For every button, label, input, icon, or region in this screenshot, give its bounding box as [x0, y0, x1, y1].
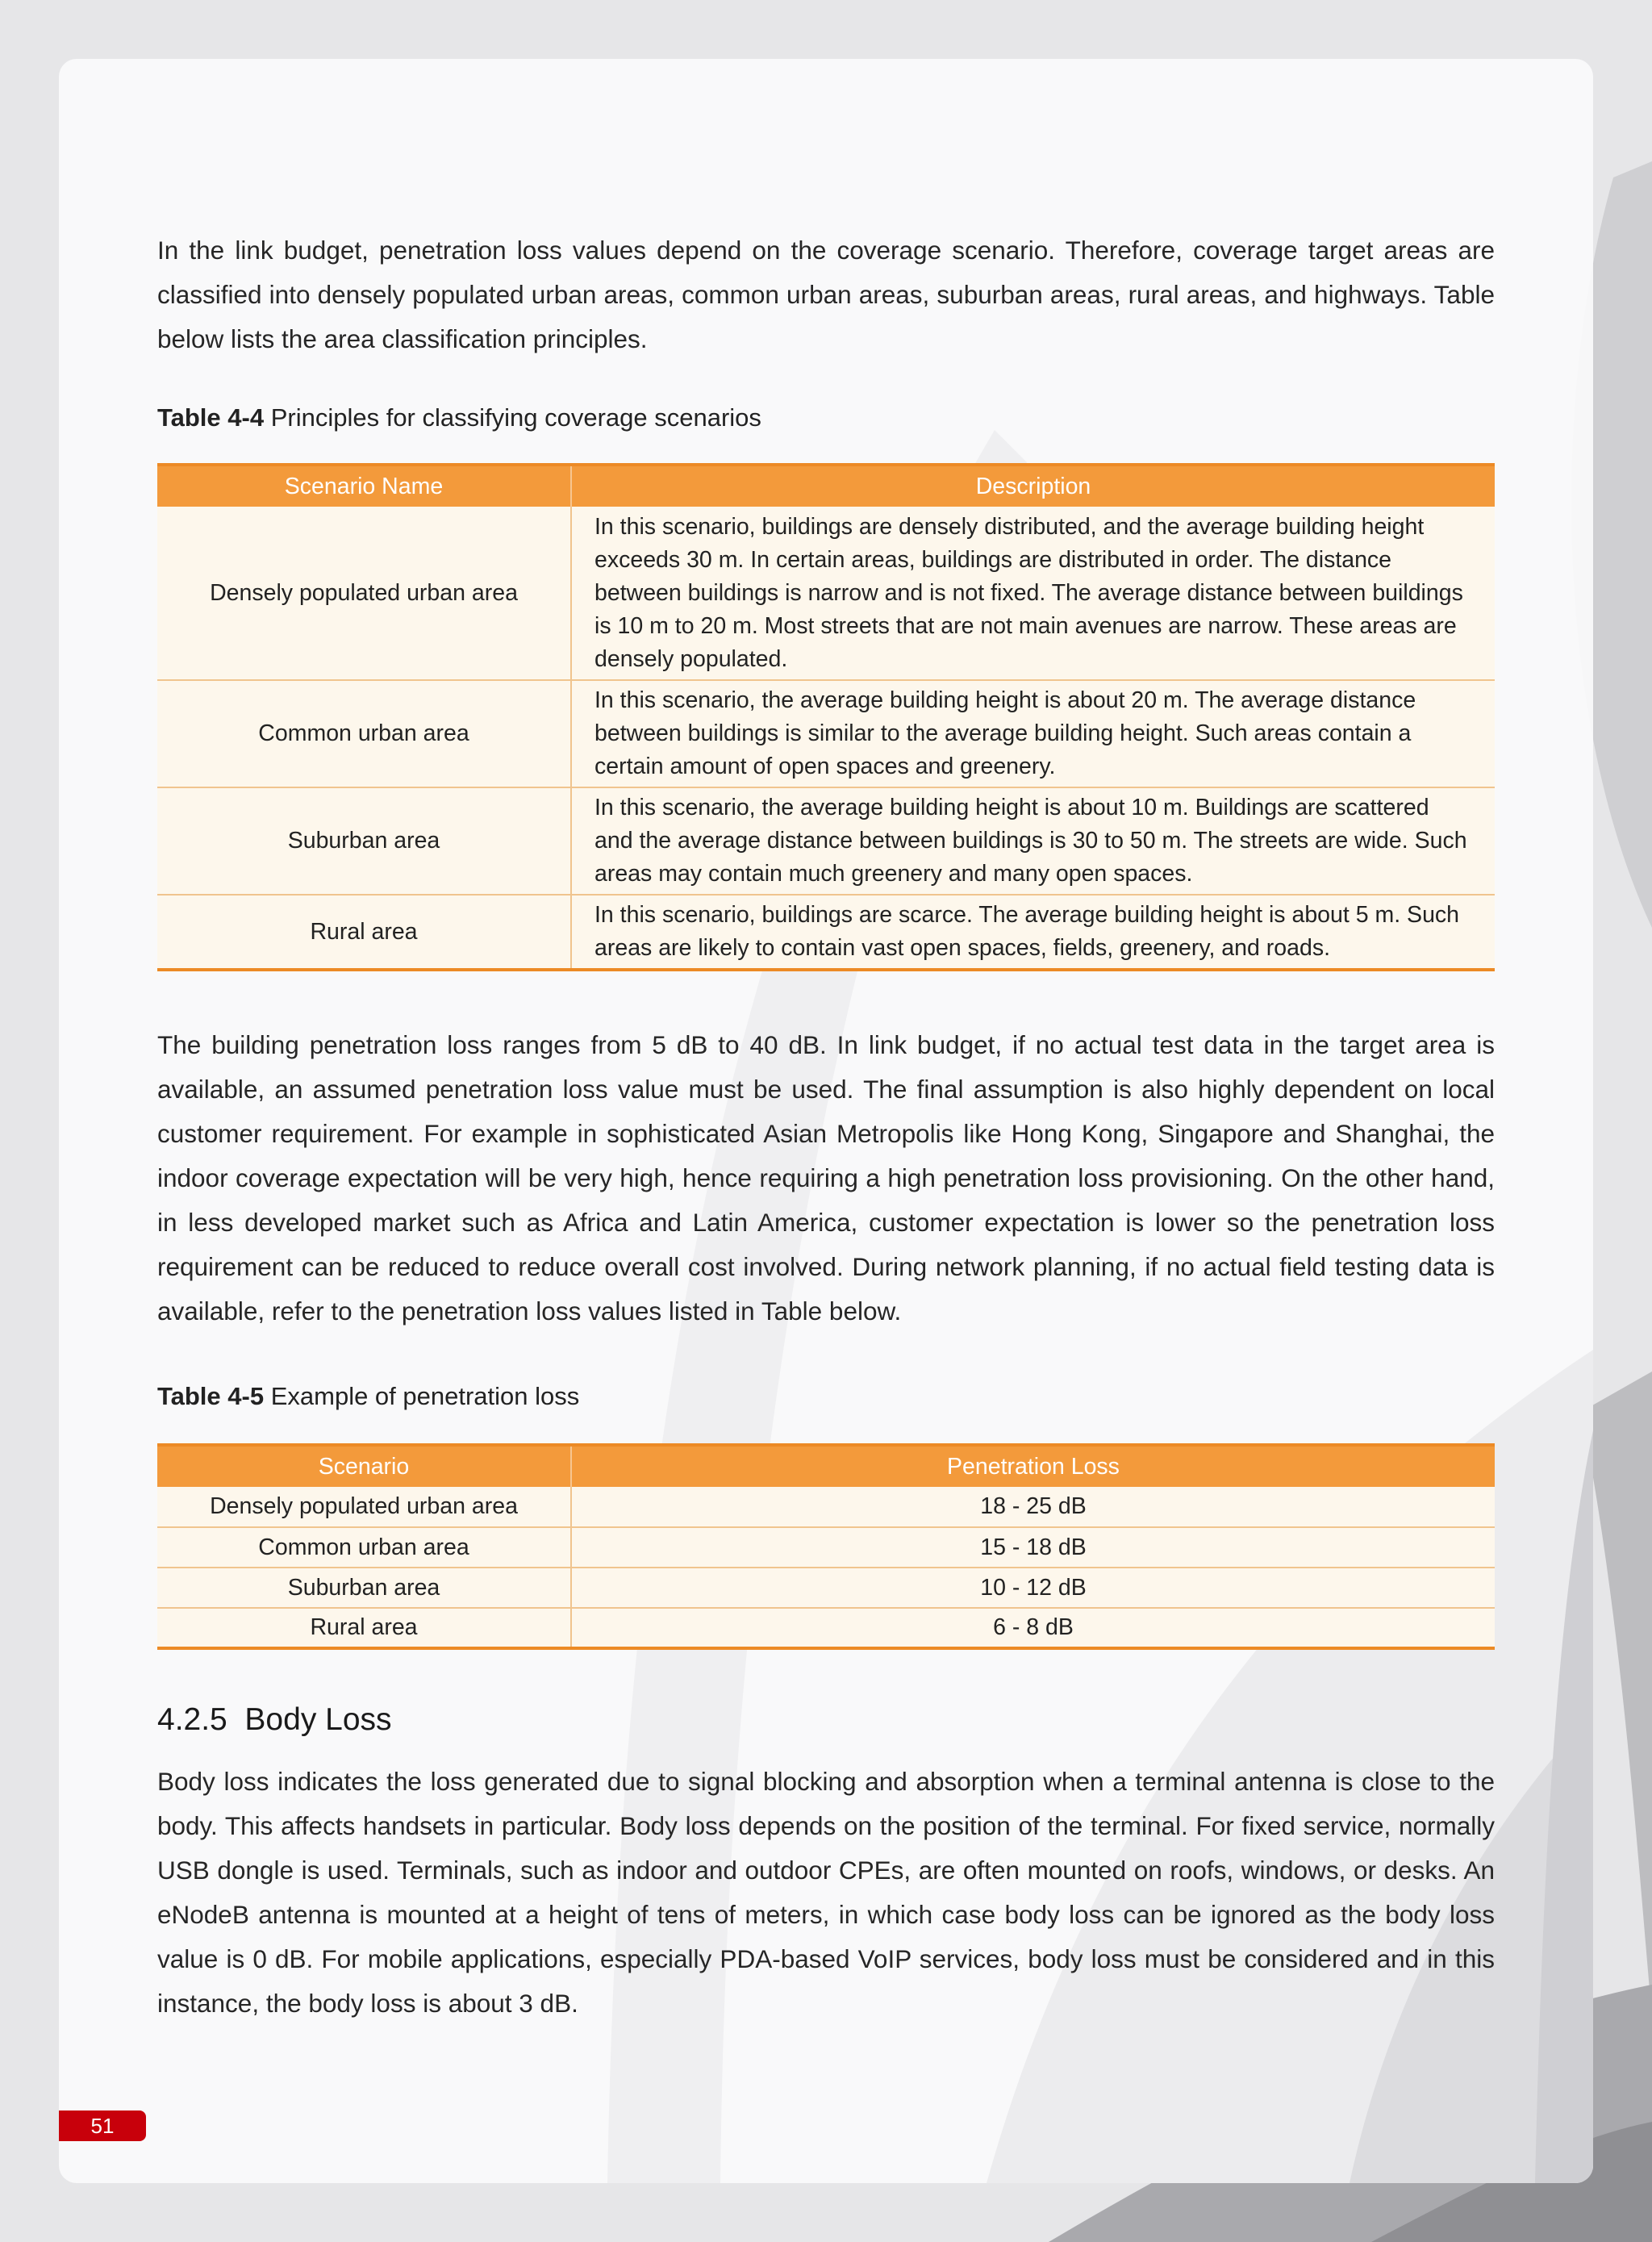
table-row [157, 895, 1495, 970]
table-row [157, 1608, 1495, 1648]
page-content [157, 228, 1495, 2026]
loss-cell: 10 - 12 dB [571, 1568, 1495, 1608]
loss-cell: 15 - 18 dB [571, 1527, 1495, 1568]
table-header-row [157, 1445, 1495, 1487]
section-heading [157, 1700, 1495, 1740]
scenario-cell: Common urban area [157, 1527, 571, 1568]
table-row [157, 680, 1495, 787]
description-cell: In this scenario, buildings are densely distributed, and the average building height exceeds 30 m. In certain areas, buildings are distributed in order. The distance between buildings is narrow and is not fixed. The average distance between buildings is 10 m to 20 m. Most streets that are not main avenues are narrow. These areas are densely populated. [571, 507, 1495, 680]
table-row [157, 1527, 1495, 1568]
table-caption-text: Principles for classifying coverage scenarios [264, 403, 761, 432]
penetration-paragraph: The building penetration loss ranges from 5 dB to 40 dB. In link budget, if no actual test data in the target area is available, an assumed penetration loss value must be used. The final assumption is also highly dependent on local customer requirement. For example in sophisticated Asian Metropolis like Hong Kong, Singapore and Shanghai, the indoor coverage expectation will be very high, hence requiring a high penetration loss provisioning. On the other hand, in less developed market such as Africa and Latin America, customer expectation is lower so the penetration loss requirement can be reduced to reduce overall cost involved. During network planning, if no actual field testing data is available, refer to the penetration loss values listed in Table below. [157, 1030, 1495, 1326]
column-header: Scenario Name [157, 465, 571, 507]
scenario-cell: Densely populated urban area [157, 1487, 571, 1527]
section-title: Body Loss [244, 1702, 392, 1737]
scenario-cell: Suburban area [157, 1568, 571, 1608]
scenario-cell: Densely populated urban area [157, 507, 571, 680]
column-header: Scenario [157, 1445, 571, 1487]
column-header: Description [571, 465, 1495, 507]
scenario-cell: Rural area [157, 1608, 571, 1648]
column-header: Penetration Loss [571, 1445, 1495, 1487]
document-page [59, 59, 1593, 2183]
table-row [157, 1568, 1495, 1608]
description-cell: In this scenario, the average building height is about 10 m. Buildings are scattered and the average distance between buildings is 30 to 50 m. The streets are wide. Such areas may contain much greenery and many open spaces. [571, 787, 1495, 895]
scenario-cell: Suburban area [157, 787, 571, 895]
table-row [157, 1487, 1495, 1527]
table-caption [157, 1380, 1495, 1413]
table-header-row [157, 465, 1495, 507]
loss-cell: 6 - 8 dB [571, 1608, 1495, 1648]
body-loss-paragraph: Body loss indicates the loss generated due to signal blocking and absorption when a terminal antenna is close to the body. This affects handsets in particular. Body loss depends on the position of the terminal. For fixed service, normally USB dongle is used. Terminals, such as indoor and outdoor CPEs, are often mounted on roofs, windows, or desks. An eNodeB antenna is mounted at a height of tens of meters, in which case body loss can be ignored as the body loss value is 0 dB. For mobile applications, especially PDA-based VoIP services, body loss must be considered and in this instance, the body loss is about 3 dB. [157, 1767, 1495, 2018]
description-cell: In this scenario, buildings are scarce. The average building height is about 5 m. Such areas are likely to contain vast open spaces, fields, greenery, and roads. [571, 895, 1495, 970]
table-caption-text: Example of penetration loss [264, 1382, 580, 1410]
page-number: 51 [59, 2110, 146, 2141]
table-caption-label: Table 4-5 [157, 1382, 265, 1410]
intro-paragraph: In the link budget, penetration loss values depend on the coverage scenario. Therefore, coverage target areas are classified into densely populated urban areas, common urban areas, suburban areas, rural areas, and highways. Table below lists the area classification principles. [157, 236, 1495, 353]
section-number: 4.2.5 [157, 1702, 227, 1737]
coverage-scenarios-table [157, 463, 1495, 971]
description-cell: In this scenario, the average building height is about 20 m. The average distance between buildings is similar to the average building height. Such areas contain a certain amount of open spaces and greenery. [571, 680, 1495, 787]
penetration-loss-table [157, 1443, 1495, 1650]
scenario-cell: Common urban area [157, 680, 571, 787]
scenario-cell: Rural area [157, 895, 571, 970]
table-row [157, 507, 1495, 680]
table-caption-label: Table 4-4 [157, 403, 265, 432]
table-row [157, 787, 1495, 895]
loss-cell: 18 - 25 dB [571, 1487, 1495, 1527]
table-caption [157, 402, 1495, 434]
